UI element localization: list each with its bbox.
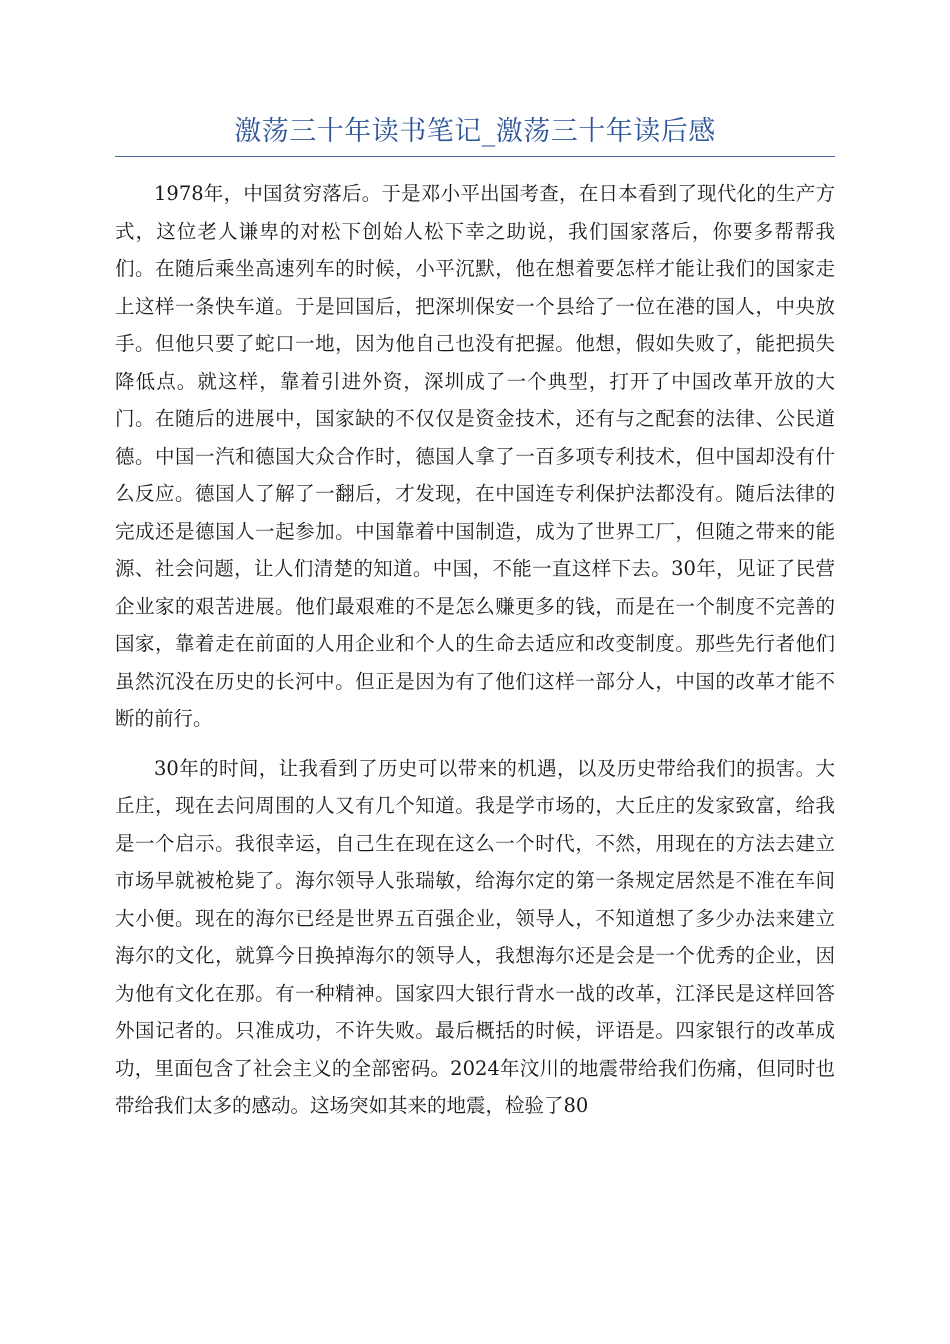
paragraph-1: 1978年，中国贫穷落后。于是邓小平出国考查，在日本看到了现代化的生产方式，这位老人谦卑的对松下创始人松下幸之助说，我们国家落后，你要多帮帮我们。在随后乘坐高速列车的时候，小平沉默，他在想着要怎样才能让我们的国家走上这样一条快车道。于是回国后，把深圳保安一个县给了一位在港的国人，中央放手。但他只要了蛇口一地，因为他自己也没有把握。他想，假如失败了，能把损失降低点。就这样，靠着引进外资，深圳成了一个典型，打开了中国改革开放的大门。在随后的进展中，国家缺的不仅仅是资金技术，还有与之配套的法律、公民道德。中国一汽和德国大众合作时，德国人拿了一百多项专利技术，但中国却没有什么反应。德国人了解了一翻后，才发现，在中国连专利保护法都没有。随后法律的完成还是德国人一起参加。中国靠着中国制造，成为了世界工厂，但随之带来的能源、社会问题，让人们清楚的知道。中国，不能一直这样下去。30年，见证了民营企业家的艰苦进展。他们最艰难的不是怎么赚更多的钱，而是在一个制度不完善的国家，靠着走在前面的人用企业和个人的生命去适应和改变制度。那些先行者他们虽然沉没在历史的长河中。但正是因为有了他们这样一部分人，中国的改革才能不断的前行。	[115, 182, 835, 730]
paragraph-2: 30年的时间，让我看到了历史可以带来的机遇，以及历史带给我们的损害。大丘庄，现在去问周围的人又有几个知道。我是学市场的，大丘庄的发家致富，给我是一个启示。我很幸运，自己生在现在这么一个时代，不然，用现在的方法去建立市场早就被枪毙了。海尔领导人张瑞敏，给海尔定的第一条规定居然是不准在车间大小便。现在的海尔已经是世界五百强企业，领导人，不知道想了多少办法来建立海尔的文化，就算今日换掉海尔的领导人，我想海尔还是会是一个优秀的企业，因为他有文化在那。有一种精神。国家四大银行背水一战的改革，江泽民是这样回答外国记者的。只准成功，不许失败。最后概括的时候，评语是。四家银行的改革成功，里面包含了社会主义的全部密码。2024年汶川的地震带给我们伤痛，但同时也带给我们太多的感动。这场突如其来的地震，检验了80	[115, 756, 835, 1117]
title-block	[115, 112, 835, 157]
page-title: 激荡三十年读书笔记_激荡三十年读后感	[234, 116, 716, 147]
document-body	[115, 175, 835, 1137]
